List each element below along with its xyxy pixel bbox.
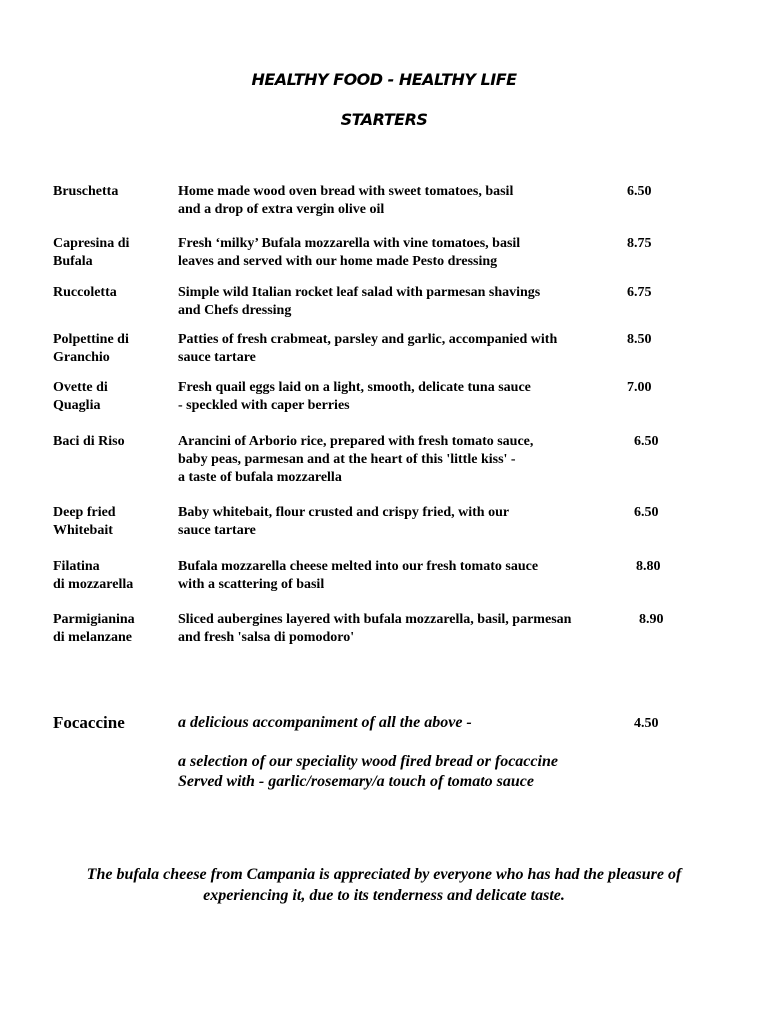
item-name-line: Polpettine di [53,332,129,347]
item-name-line: Parmigianina [53,612,135,627]
item-name-line: Bruschetta [53,184,119,199]
item-name-line: Capresina di [53,236,130,251]
item-name-line: Granchio [53,350,110,365]
item-description-line: a taste of bufala mozzarella [178,470,342,485]
item-price: 7.00 [627,380,652,395]
item-price: 8.80 [636,559,661,574]
item-name-line: Ruccoletta [53,285,117,300]
item-price: 8.50 [627,332,652,347]
item-name [53,379,173,415]
item-description-line: and a drop of extra vergin olive oil [178,202,385,217]
item-description-line: baby peas, parmesan and at the heart of this 'little kiss' - [178,452,516,467]
item-description [178,504,618,540]
item-name [53,558,173,594]
item-description-line: sauce tartare [178,350,256,365]
item-price: 6.50 [627,184,652,199]
item-description-line: Baby whitebait, flour crusted and crispy fried, with our [178,505,510,520]
focaccine-name: Focaccine [53,713,125,732]
item-price: 6.75 [627,285,652,300]
item-name-line: di melanzane [53,630,132,645]
item-name-line: Whitebait [53,523,113,538]
focaccine-tagline: a delicious accompaniment of all the above - [178,714,472,731]
item-description-line: Arancini of Arborio rice, prepared with fresh tomato sauce, [178,434,534,449]
item-price: 8.90 [639,612,664,627]
item-name [53,284,173,302]
item-description-line: leaves and served with our home made Pesto dressing [178,254,498,269]
item-description-line: sauce tartare [178,523,256,538]
item-description-line: Patties of fresh crabmeat, parsley and garlic, accompanied with [178,332,558,347]
item-description [178,433,618,487]
item-name-line: Quaglia [53,398,101,413]
item-name-line: Baci di Riso [53,434,125,449]
footer-line: The bufala cheese from Campania is appreciated by everyone who has had the pleasure of [86,866,682,883]
item-description-line: and fresh 'salsa di pomodoro' [178,630,355,645]
item-description-line: Fresh quail eggs laid on a light, smooth, delicate tuna sauce [178,380,531,395]
item-name [53,235,173,271]
item-description-line: Fresh ‘milky’ Bufala mozzarella with vine tomatoes, basil [178,236,521,251]
focaccine-price: 4.50 [634,716,659,731]
item-description [178,611,618,647]
item-description-line: and Chefs dressing [178,303,292,318]
item-name-line: Ovette di [53,380,108,395]
focaccine-line: Served with - garlic/rosemary/a touch of tomato sauce [178,773,534,790]
focaccine-line: a selection of our speciality wood fired bread or focaccine [178,753,558,770]
item-description-line: Home made wood oven bread with sweet tomatoes, basil [178,184,514,199]
item-name [53,611,173,647]
item-name-line: Deep fried [53,505,116,520]
item-description [178,235,618,271]
item-description [178,183,618,219]
item-name-line: di mozzarella [53,577,134,592]
focaccine-description [178,752,558,792]
item-description [178,558,618,594]
item-name [53,331,173,367]
footer-line: experiencing it, due to its tenderness and delicate taste. [203,887,565,904]
item-description-line: - speckled with caper berries [178,398,350,413]
item-name-line: Bufala [53,254,93,269]
footer-quote [40,864,728,906]
item-name [53,183,173,201]
item-description [178,379,618,415]
item-price: 8.75 [627,236,652,251]
item-description-line: with a scattering of basil [178,577,325,592]
item-description-line: Sliced aubergines layered with bufala mozzarella, basil, parmesan [178,612,572,627]
item-description-line: Simple wild Italian rocket leaf salad with parmesan shavings [178,285,541,300]
item-description-line: Bufala mozzarella cheese melted into our fresh tomato sauce [178,559,539,574]
menu-title: HEALTHY FOOD - HEALTHY LIFE [251,70,517,89]
section-title: STARTERS [340,110,428,129]
item-name-line: Filatina [53,559,100,574]
item-description [178,331,618,367]
item-price: 6.50 [634,434,659,449]
item-price: 6.50 [634,505,659,520]
item-name [53,504,173,540]
item-description [178,284,618,320]
item-name [53,433,173,451]
